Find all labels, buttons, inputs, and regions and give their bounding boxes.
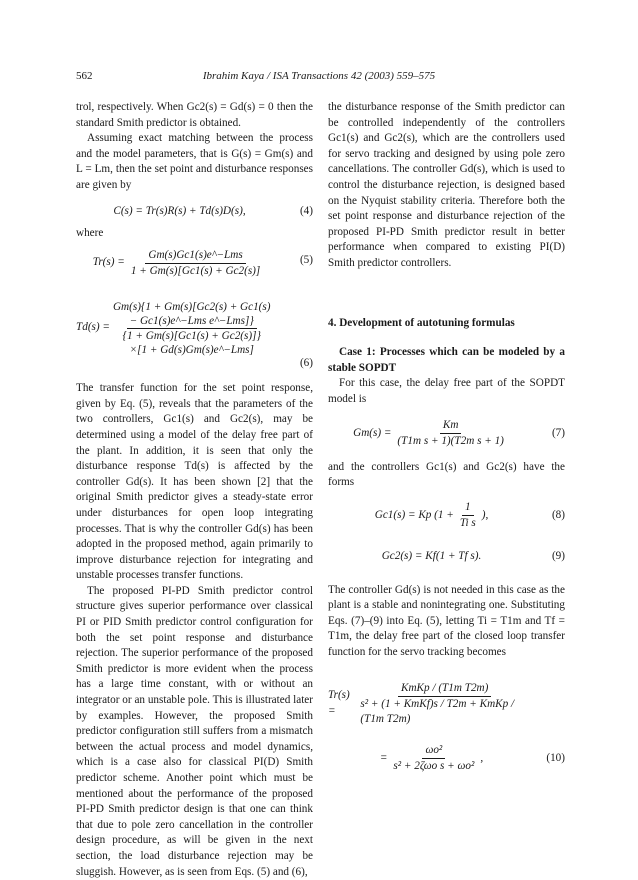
equation-7 (328, 408, 565, 460)
equation-10-line-2-denominator: s² + 2ζωo s + ωo² (393, 760, 475, 773)
right-paragraph-4: The controller Gd(s) is not needed in this case as the plant is a stable and nonintegrating one. Substituting Eqs. (7)–(9) into Eq. (5), letting Ti = T1m and Tf = T1m, the delay free part of the closed loop transfer function for the servo tracking becomes (328, 583, 565, 659)
equation-5-fraction (128, 248, 263, 279)
equation-8-fraction-denominator: Ti s (459, 517, 476, 530)
left-paragraph-2: Assuming exact matching between the process and the model parameters, that is G(s) = Gm(s) and L = Lm, then the set point and disturbance responses are given by (76, 132, 313, 191)
equation-8-number: (8) (551, 508, 565, 521)
equation-6-numerator-line-1: Gm(s){1 + Gm(s)[Gc2(s) + Gc1(s) (112, 300, 271, 313)
equation-5-lhs: Tr(s) = (92, 256, 125, 269)
equation-10-line-2-numerator: ωo² (422, 743, 445, 759)
left-column (76, 100, 313, 880)
equation-5-numerator: Gm(s)Gc1(s)e^−Lms (145, 248, 245, 264)
equation-6-denominator-line-2: ×[1 + Gd(s)Gm(s)e^−Lms] (129, 343, 254, 356)
running-title: Ibrahim Kaya / ISA Transactions 42 (2003) 559–575 (202, 70, 436, 82)
equation-8-fraction (457, 500, 479, 531)
equation-10-fraction (357, 681, 532, 727)
equation-10-line-2-fraction (390, 743, 477, 774)
equation-6 (76, 285, 313, 371)
equation-10-number: (10) (546, 751, 565, 764)
equation-9 (328, 541, 565, 571)
equation-9-number: (9) (551, 549, 565, 562)
equation-6-fraction (113, 300, 271, 357)
right-paragraph-2: For this case, the delay free part of the SOPDT model is (328, 377, 565, 405)
equation-8 (328, 491, 565, 541)
equation-5-denominator: 1 + Gm(s)[Gc1(s) + Gc2(s)] (130, 264, 261, 277)
equation-7-lhs: Gm(s) = (353, 426, 392, 439)
section-heading: 4. Development of autotuning formulas (328, 316, 515, 329)
right-paragraph-1: the disturbance response of the Smith predictor can be controlled independently of the controllers Gc1(s) and Gc2(s), which are the controllers used for servo tracking and designed by using pole zero cancellations. The controller Gd(s), which is used to control the disturbance rejection, is designed based on the Nyquist stability criteria. Therefore both the set point response and disturbance rejection of the proposed PI-PD Smith predictor result in better performance when compared to existing PI(D) Smith predictor controllers. (328, 101, 565, 269)
where-text: where (76, 226, 104, 239)
case-heading: Case 1: Processes which can be modeled by a stable SOPDT (328, 346, 565, 374)
equation-9-expression: Gc2(s) = Kf(1 + Tf s). (381, 549, 482, 562)
equation-4-expression: C(s) = Tr(s)R(s) + Td(s)D(s), (113, 204, 246, 217)
left-paragraph-4: The proposed PI-PD Smith predictor control structure gives superior performance over classical PI or PID Smith predictor control configuration for both the set point response and disturbance rejection. The superior performance of the proposed Smith predictor is more evident when the process has a large time constant, with or without an integrator or an unstable pole. This is illustrated later by examples. However, the proposed Smith predictor configuration still suffers from a mismatch between the actual process and model dynamics, which is a case also for classical PI(D) Smith predictor scheme. Another point which must be mentioned about the performance of the proposed PI-PD Smith predictor design is that one can think that due to pole zero cancellation in the controller design procedure, as will be given in the next section, the load disturbance rejection may be sluggish. However, as is seen from Eqs. (5) and (6), (76, 584, 313, 878)
equation-6-denominator-line-1: {1 + Gm(s)[Gc1(s) + Gc2(s)]} (122, 329, 261, 342)
equation-8-rhs: ), (481, 508, 489, 521)
equation-4 (76, 196, 313, 226)
right-column (328, 100, 565, 779)
right-paragraph-3: and the controllers Gc1(s) and Gc2(s) have the forms (328, 460, 565, 489)
equation-10-denominator: s² + (1 + KmKf)s / T2m + KmKp / (T1m T2m) (360, 697, 515, 725)
equation-10-line-2-end: , (480, 751, 484, 764)
equation-10 (328, 669, 565, 739)
equation-10-line-2-equals: = (379, 751, 388, 764)
equation-7-denominator: (T1m s + 1)(T2m s + 1) (397, 435, 504, 447)
equation-10-numerator: KmKp / (T1m T2m) (398, 681, 491, 697)
equation-6-numerator-line-2: − Gc1(s)e^−Lms e^−Lms]} (127, 314, 257, 329)
equation-8-lhs: Gc1(s) = Kp (1 + (374, 508, 454, 521)
equation-5 (76, 241, 313, 285)
equation-6-number: (6) (299, 356, 313, 369)
page-header (0, 70, 638, 86)
equation-4-number: (4) (299, 204, 313, 217)
left-paragraph-1: trol, respectively. When Gc2(s) = Gd(s) = 0 then the standard Smith predictor is obtained. (76, 101, 313, 129)
equation-7-numerator: Km (440, 418, 462, 434)
equation-10-lhs: Tr(s) = (328, 689, 350, 717)
equation-8-fraction-numerator: 1 (462, 500, 474, 516)
equation-10-line-2 (328, 739, 565, 779)
equation-7-fraction (394, 418, 506, 449)
equation-6-lhs: Td(s) = (76, 321, 110, 334)
page-number: 562 (76, 70, 93, 82)
left-paragraph-3: The transfer function for the set point response, given by Eq. (5), reveals that the parameters of the two controllers, Gc1(s) and Gc2(s), may be determined using a model of the delay free part of the plant. In addition, it is seen that only the disturbance response Td(s) is affected by the controller Gd(s). It has been shown [2] that the original Smith predictor gives a steady-state error under disturbances for open loop integrating processes. That is why the controller Gd(s) has been adopted in the proposed method, again primarily to improve disturbance rejection for integrating and unstable processes transfer functions. (76, 382, 313, 582)
equation-7-number: (7) (551, 426, 565, 439)
equation-5-number: (5) (299, 254, 313, 267)
